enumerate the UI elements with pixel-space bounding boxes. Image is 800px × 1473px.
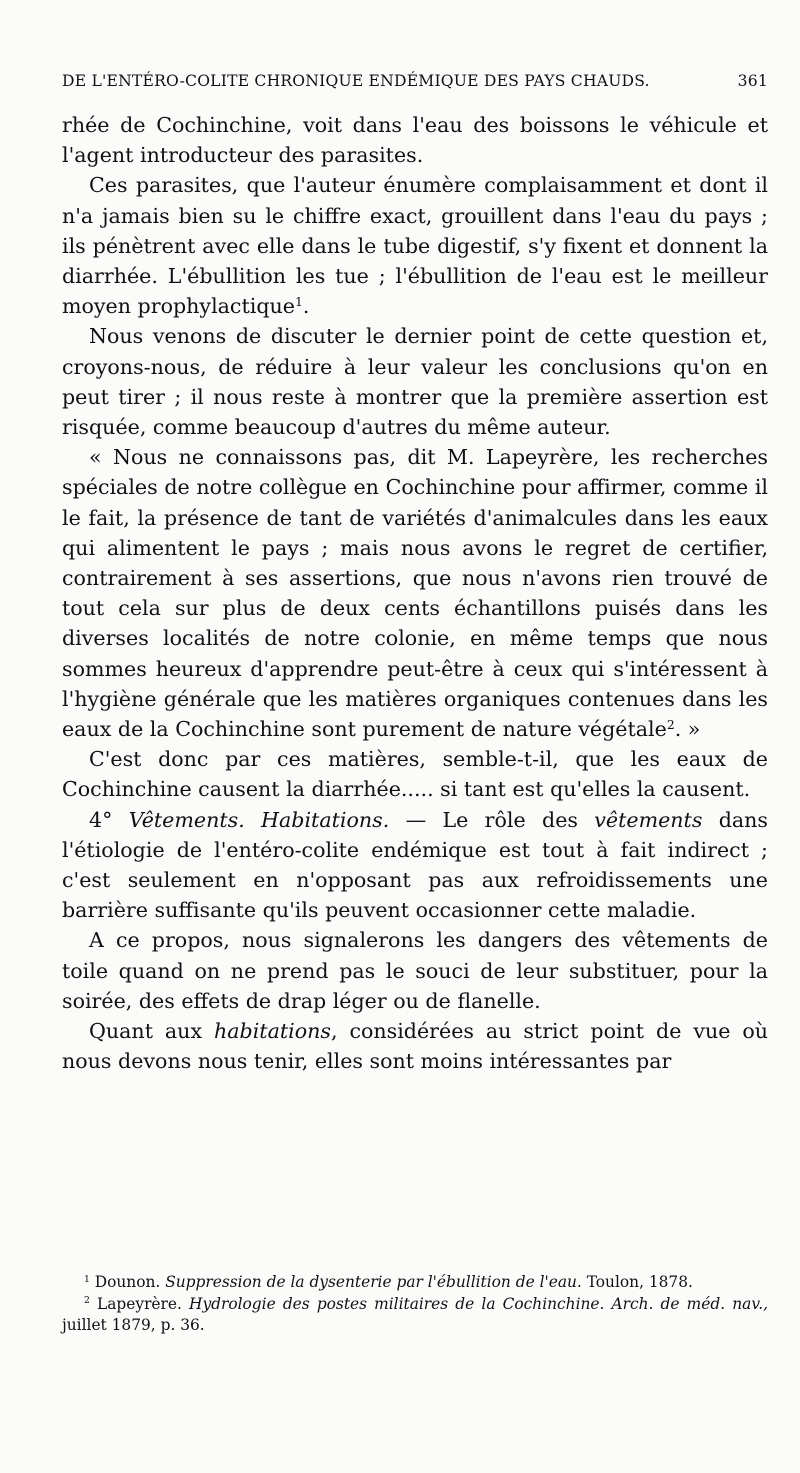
paragraph-7-text: A ce propos, nous signalerons les dangers des vêtements de toile quand on ne prend pas le souci de leur substituer, pour la soirée, des effets de drap léger ou de flanelle. — [62, 928, 768, 1013]
emphasis-vetements: vêtements — [594, 807, 703, 832]
paragraph-8-start: Quant aux — [89, 1019, 214, 1044]
paragraph-3-text: Nous venons de discuter le dernier point de cette question et, croyons-nous, de réduire à leur valeur les conclusions qu'on en peut tirer ; il nous reste à montrer que la première assertion est risquée, comme beaucoup d'autres du même auteur. — [62, 324, 768, 440]
paragraph-2-text: Ces parasites, que l'auteur énumère complaisamment et dont il n'a jamais bien su le chiffre exact, grouillent dans l'eau du pays ; ils pénètrent avec elle dans le tube digestif, s'y fixent et donnent la diarrhée. L'ébullition les tue ; l'ébullition de l'eau est le meilleur moyen prophylactique — [62, 173, 768, 319]
paragraph-8-text: , considérées au strict point de vue où nous devons nous tenir, elles sont moins intéressantes par — [62, 1019, 769, 1074]
page-header — [62, 72, 768, 94]
footnote-2 — [62, 1294, 768, 1337]
footnote-1 — [62, 1272, 768, 1294]
body-text — [62, 110, 768, 1077]
page-number: 361 — [737, 72, 768, 90]
paragraph-4-end: . » — [674, 717, 701, 742]
running-title: DE L'ENTÉRO-COLITE CHRONIQUE ENDÉMIQUE DES PAYS CHAUDS. — [62, 72, 650, 90]
paragraph-1-text: rhée de Cochinchine, voit dans l'eau des boissons le véhicule et l'agent introducteur des parasites. — [62, 113, 768, 168]
paragraph-2 — [62, 170, 768, 321]
footnote-1-mark: 1 — [84, 1273, 90, 1285]
paragraph-3 — [62, 321, 768, 442]
section-number: 4° — [89, 807, 113, 832]
footnote-1-title: Suppression de la dysenterie par l'ébullition de l'eau. — [165, 1273, 582, 1291]
footnote-2-title: Hydrologie des postes militaires de la Cochinchine. Arch. de méd. nav., — [189, 1294, 768, 1313]
footnote-1-rest: Toulon, 1878. — [581, 1273, 693, 1291]
section-dash: — Le rôle des — [389, 807, 595, 832]
footnote-1-author: Dounon. — [89, 1273, 166, 1291]
section-heading: Vêtements. Habitations. — [128, 807, 390, 832]
footnote-ref-1: 1 — [294, 295, 303, 310]
paragraph-1 — [62, 110, 768, 170]
paragraph-4-quote — [62, 442, 768, 744]
footnote-ref-2: 2 — [666, 718, 675, 733]
paragraph-7 — [62, 925, 768, 1016]
paragraph-5 — [62, 744, 768, 804]
footnote-2-mark: 2 — [84, 1295, 90, 1307]
emphasis-habitations: habitations — [214, 1019, 331, 1044]
paragraph-6-text: dans l'étiologie de l'entéro-colite endémique est tout à fait indirect ; c'est seulement en n'opposant pas aux refroidissements une barrière suffisante qu'ils peuvent occasionner cette maladie. — [62, 807, 769, 923]
paragraph-2-end: . — [302, 294, 310, 319]
paragraph-4-text: « Nous ne connaissons pas, dit M. Lapeyrère, les recherches spéciales de notre collègue en Cochinchine pour affirmer, comme il le fait, la présence de tant de variétés d'animalcules dans les eaux qui alimentent le pays ; mais nous avons le regret de certifier, contrairement à ses assertions, que nous n'avons rien trouvé de tout cela sur plus de deux cents échantillons puisés dans les diverses localités de notre colonie, en même temps que nous sommes heureux d'apprendre peut-être à ceux qui s'intéressent à l'hygiène générale que les matières organiques contenues dans les eaux de la Cochinchine sont purement de nature végétale — [62, 445, 768, 742]
footnote-2-author: Lapeyrère. — [89, 1294, 190, 1313]
paragraph-6-section — [62, 805, 768, 926]
footnotes — [62, 1272, 768, 1337]
footnote-2-rest: juillet 1879, p. 36. — [62, 1316, 205, 1334]
paragraph-8 — [62, 1016, 768, 1076]
paragraph-5-text: C'est donc par ces matières, semble-t-il, que les eaux de Cochinchine causent la diarrhée..... si tant est qu'elles la causent. — [62, 747, 768, 802]
